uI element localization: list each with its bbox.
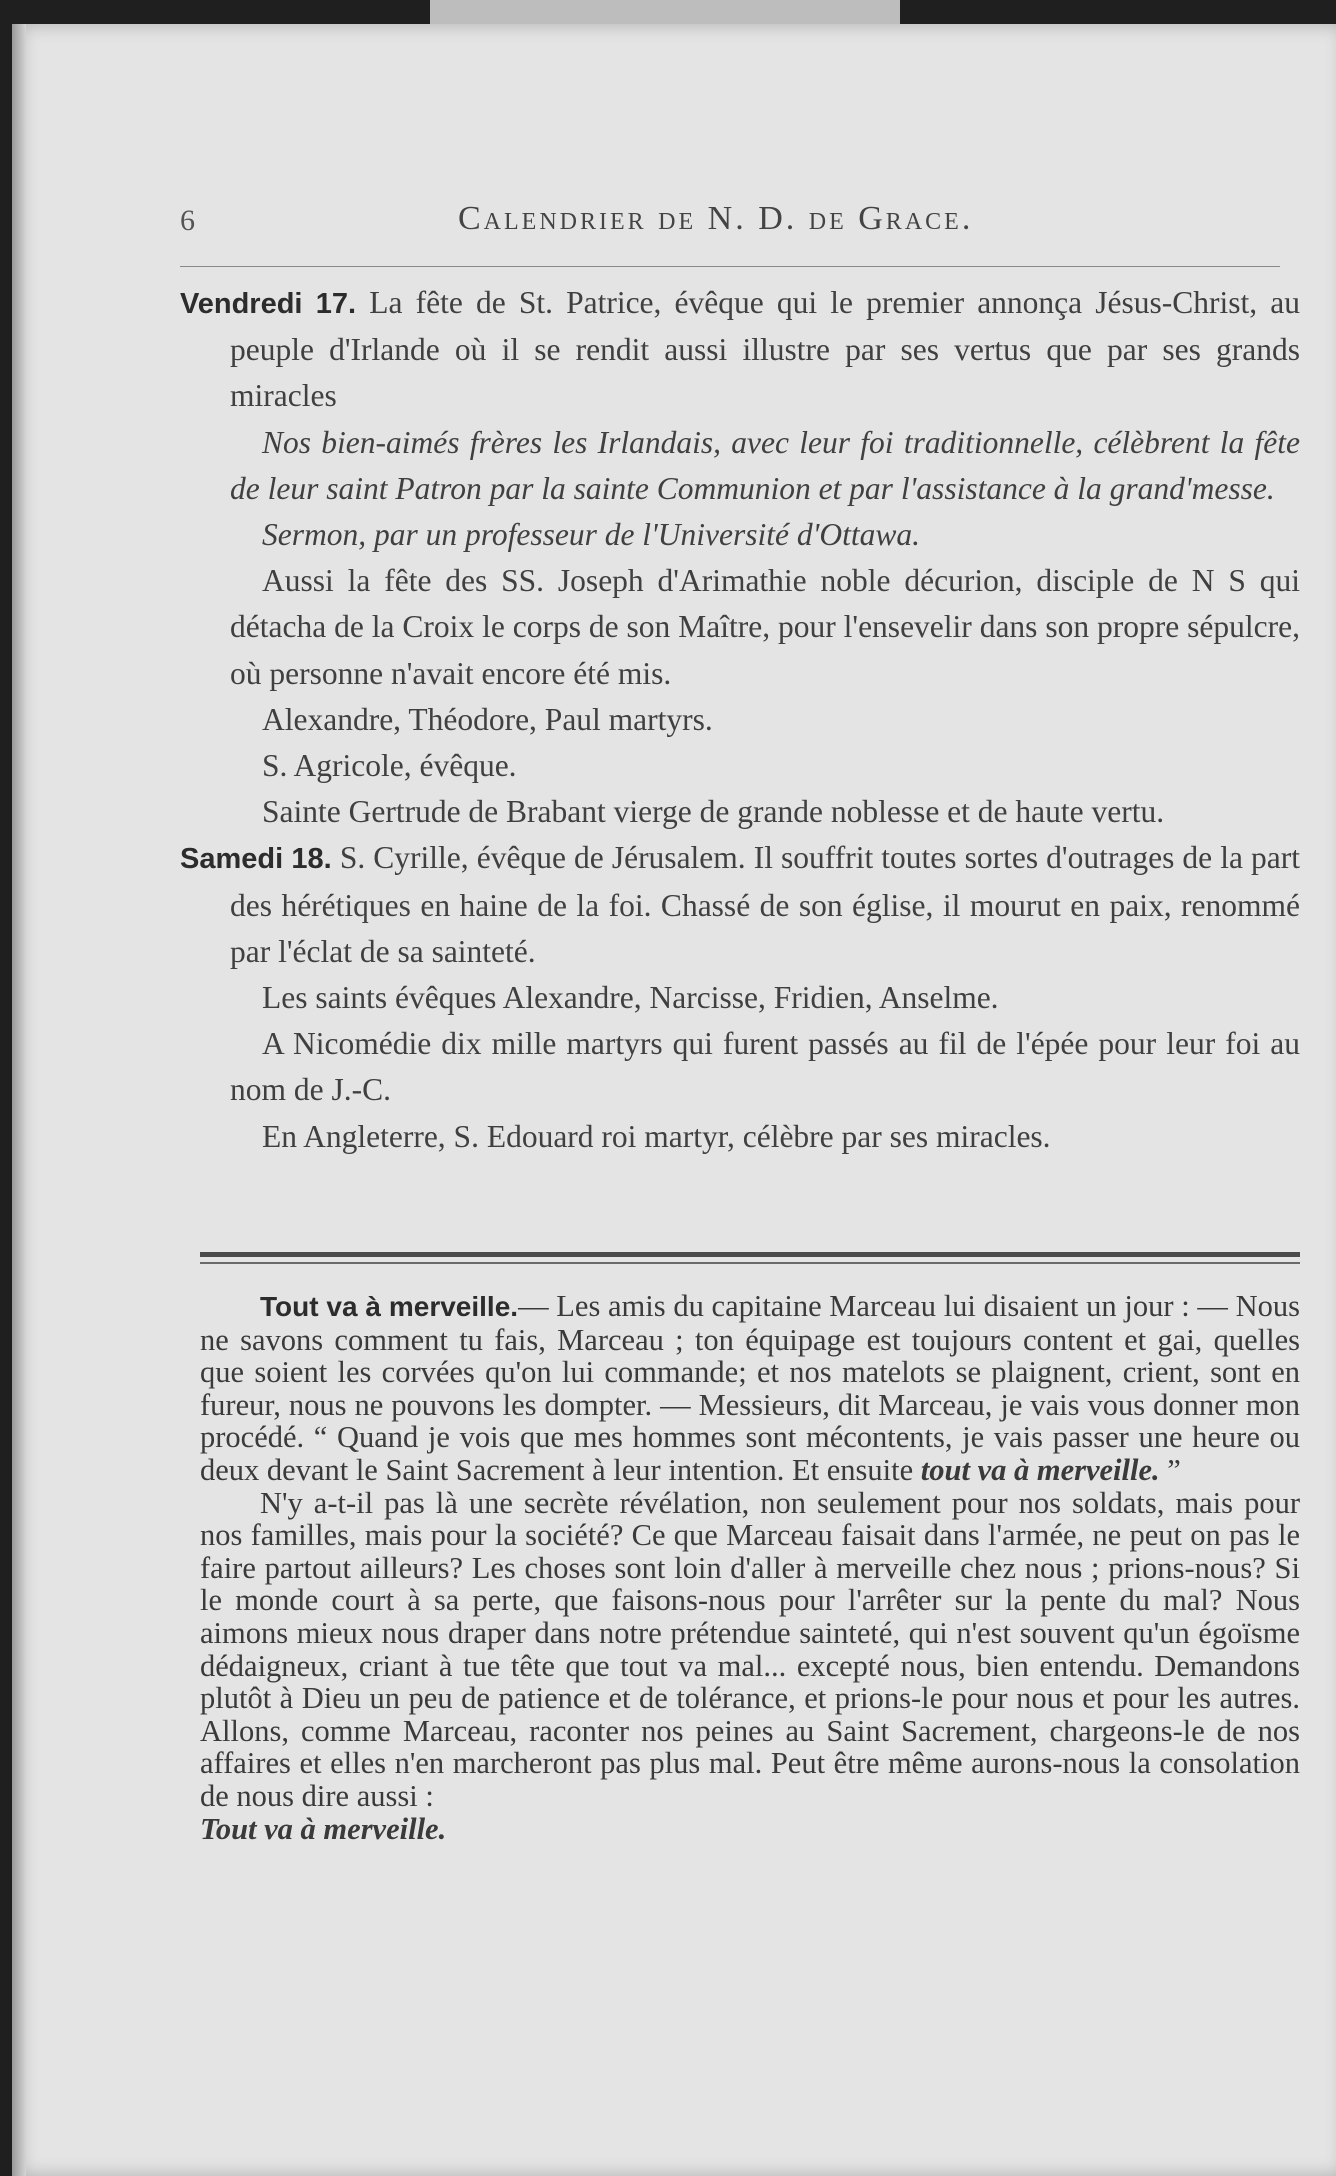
martyrs-entry: Alexandre, Théodore, Paul martyrs. — [262, 701, 713, 737]
page-gutter-shadow — [12, 24, 26, 2176]
samedi-text: S. Cyrille, évêque de Jérusalem. Il souffrit toutes sortes d'outrages de la part des hérétiques en haine de la foi. Chassé de son église, il mourut en paix, renommé par l'éclat de sa sainteté. — [230, 840, 1300, 969]
gertrude-entry: Sainte Gertrude de Brabant vierge de grande noblesse et de haute vertu. — [262, 794, 1165, 830]
top-page-edge — [430, 0, 900, 27]
vendredi-entry — [180, 280, 1300, 420]
sermon-note: Sermon, par un professeur de l'Université d'Ottawa. — [262, 517, 921, 553]
article-closing — [200, 1813, 1300, 1846]
eveques-entry: Les saints évêques Alexandre, Narcisse, Fridien, Anselme. — [262, 980, 999, 1016]
article-title: Tout va à merveille. — [260, 1291, 519, 1322]
samedi-label: Samedi 18. — [180, 843, 332, 876]
article-paragraph-1 — [200, 1290, 1300, 1487]
header-rule — [180, 266, 1280, 267]
article-paragraph-2: N'y a-t-il pas là une secrète révélation, non seulement pour nos soldats, mais pour nos familles, mais pour la société? Ce que Marceau faisait dans l'armée, ne peut on pas le faire partout ailleurs? Les choses sont loin d'aller à merveille chez nous ; prions-nous? Si le monde court à sa perte, que faisons-nous pour l'arrêter sur la pente du mal? Nous aimons mieux nous draper dans notre prétendue sainteté, qui n'est souvent qu'un égoïsme dédaigneux, criant à tue tête que tout va mal... excepté nous, bien entendu. Demandons plutôt à Dieu un peu de patience et de tolérance, et prions-le pour nous et pour les autres. Allons, comme Marceau, raconter nos peines au Saint Sacrement, chargeons-le de nos affaires et elles n'en marcheront pas plus mal. Peut être même aurons-nous la consolation de nous dire aussi : — [200, 1485, 1300, 1813]
article-p1-text: — Les amis du capitaine Marceau lui disaient un jour : — Nous ne savons comment tu fais, Marceau ; ton équipage est toujours content et gai, quelles que soient les corvées qu'on lui commande; et nos matelots se plaignent, crient, sont en fureur, nous ne pouvons les dompter. — Messieurs, dit Marceau, je vais vous donner mon procédé. “ Quand je vois que mes hommes sont mécontents, je vais passer une heure ou deux devant le Saint Sacrement à leur intention. Et ensuite — [200, 1289, 1301, 1487]
page-number: 6 — [180, 204, 195, 237]
article-closing-text: Tout va à merveille. — [200, 1811, 447, 1846]
calendar-section — [180, 280, 1300, 1160]
vendredi-text: La fête de St. Patrice, évêque qui le premier annonça Jésus-Christ, au peuple d'Irlande où il se rendit aussi illustre par ses vertus que par ses grands miracles — [230, 285, 1301, 414]
samedi-entry — [180, 835, 1300, 975]
section-divider-thin — [200, 1262, 1300, 1264]
irlandais-note: Nos bien-aimés frères les Irlandais, avec leur foi traditionnelle, célèbrent la fête de leur saint Patron par la sainte Communion et par l'assistance à la grand'messe. — [230, 424, 1300, 506]
section-divider-thick — [200, 1252, 1300, 1257]
article-tout-va-a-merveille — [200, 1290, 1300, 1845]
article-p1-italic: tout va à merveille. — [920, 1452, 1160, 1487]
nicomedie-entry: A Nicomédie dix mille martyrs qui furent passés au fil de l'épée pour leur foi au nom de J.-C. — [230, 1026, 1300, 1108]
article-p1-close-quote: ” — [1167, 1452, 1181, 1487]
agricole-entry: S. Agricole, évêque. — [262, 748, 517, 784]
angleterre-entry: En Angleterre, S. Edouard roi martyr, célèbre par ses miracles. — [262, 1118, 1051, 1154]
vendredi-label: Vendredi 17. — [180, 288, 357, 320]
page-header — [180, 200, 1280, 260]
running-head: Calendrier de N. D. de Grace. — [458, 200, 974, 237]
joseph-entry: Aussi la fête des SS. Joseph d'Arimathie noble décurion, disciple de N S qui détacha de la Croix le corps de son Maître, pour l'ensevelir dans son propre sépulcre, où personne n'avait encore été mis. — [230, 563, 1300, 691]
